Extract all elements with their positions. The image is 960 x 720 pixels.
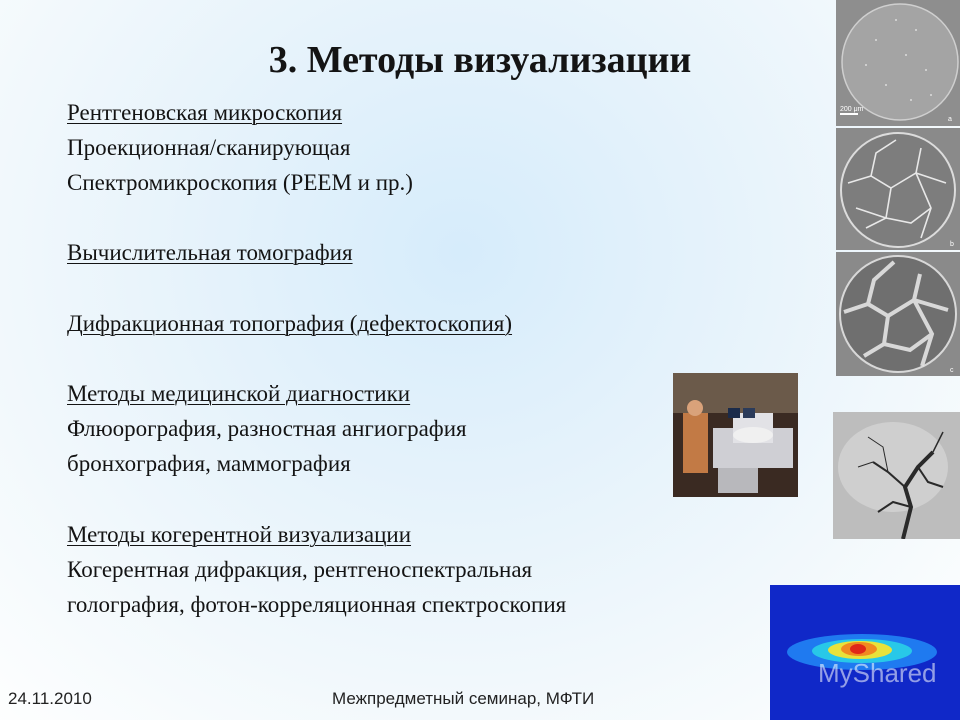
footer-caption: Межпредметный семинар, МФТИ bbox=[332, 689, 595, 708]
line-fluorography: Флюорография, разностная ангиография bbox=[67, 416, 467, 441]
line-coherent-imaging: Методы когерентной визуализации bbox=[67, 522, 412, 547]
line-spectromicroscopy: Спектромикроскопия (PEEM и пр.) bbox=[67, 170, 413, 195]
footer-date: 24.11.2010 bbox=[8, 689, 92, 708]
panel-letter-b: b bbox=[950, 241, 954, 248]
diffraction-heatmap-image bbox=[770, 585, 960, 720]
line-medical-diagnostics: Методы медицинской диагностики bbox=[67, 381, 411, 406]
panel-letter-a: a bbox=[948, 116, 952, 123]
line-computed-tomography: Вычислительная томография bbox=[67, 240, 353, 265]
watermark-text: MyShared bbox=[818, 658, 937, 688]
medical-scanner-photo bbox=[673, 373, 798, 497]
scale-bar-label: 200 μm bbox=[840, 106, 864, 113]
line-diffraction-topography: Дифракционная топография (дефектоскопия) bbox=[67, 311, 513, 336]
angiography-image bbox=[833, 412, 960, 539]
line-holography: голография, фотон-корреляционная спектроскопия bbox=[67, 592, 567, 617]
line-coherent-diffraction: Когерентная дифракция, рентгеноспектральная bbox=[67, 557, 533, 582]
line-bronchography: бронхография, маммография bbox=[67, 451, 351, 476]
slide-title: 3. Методы визуализации bbox=[268, 39, 692, 81]
microscopy-image-a bbox=[836, 0, 960, 126]
microscopy-image-c bbox=[836, 252, 960, 376]
microscopy-image-b bbox=[836, 128, 960, 250]
panel-letter-c: c bbox=[950, 367, 954, 374]
line-projection-scanning: Проекционная/сканирующая bbox=[67, 135, 351, 160]
line-xray-microscopy: Рентгеновская микроскопия bbox=[67, 100, 343, 125]
